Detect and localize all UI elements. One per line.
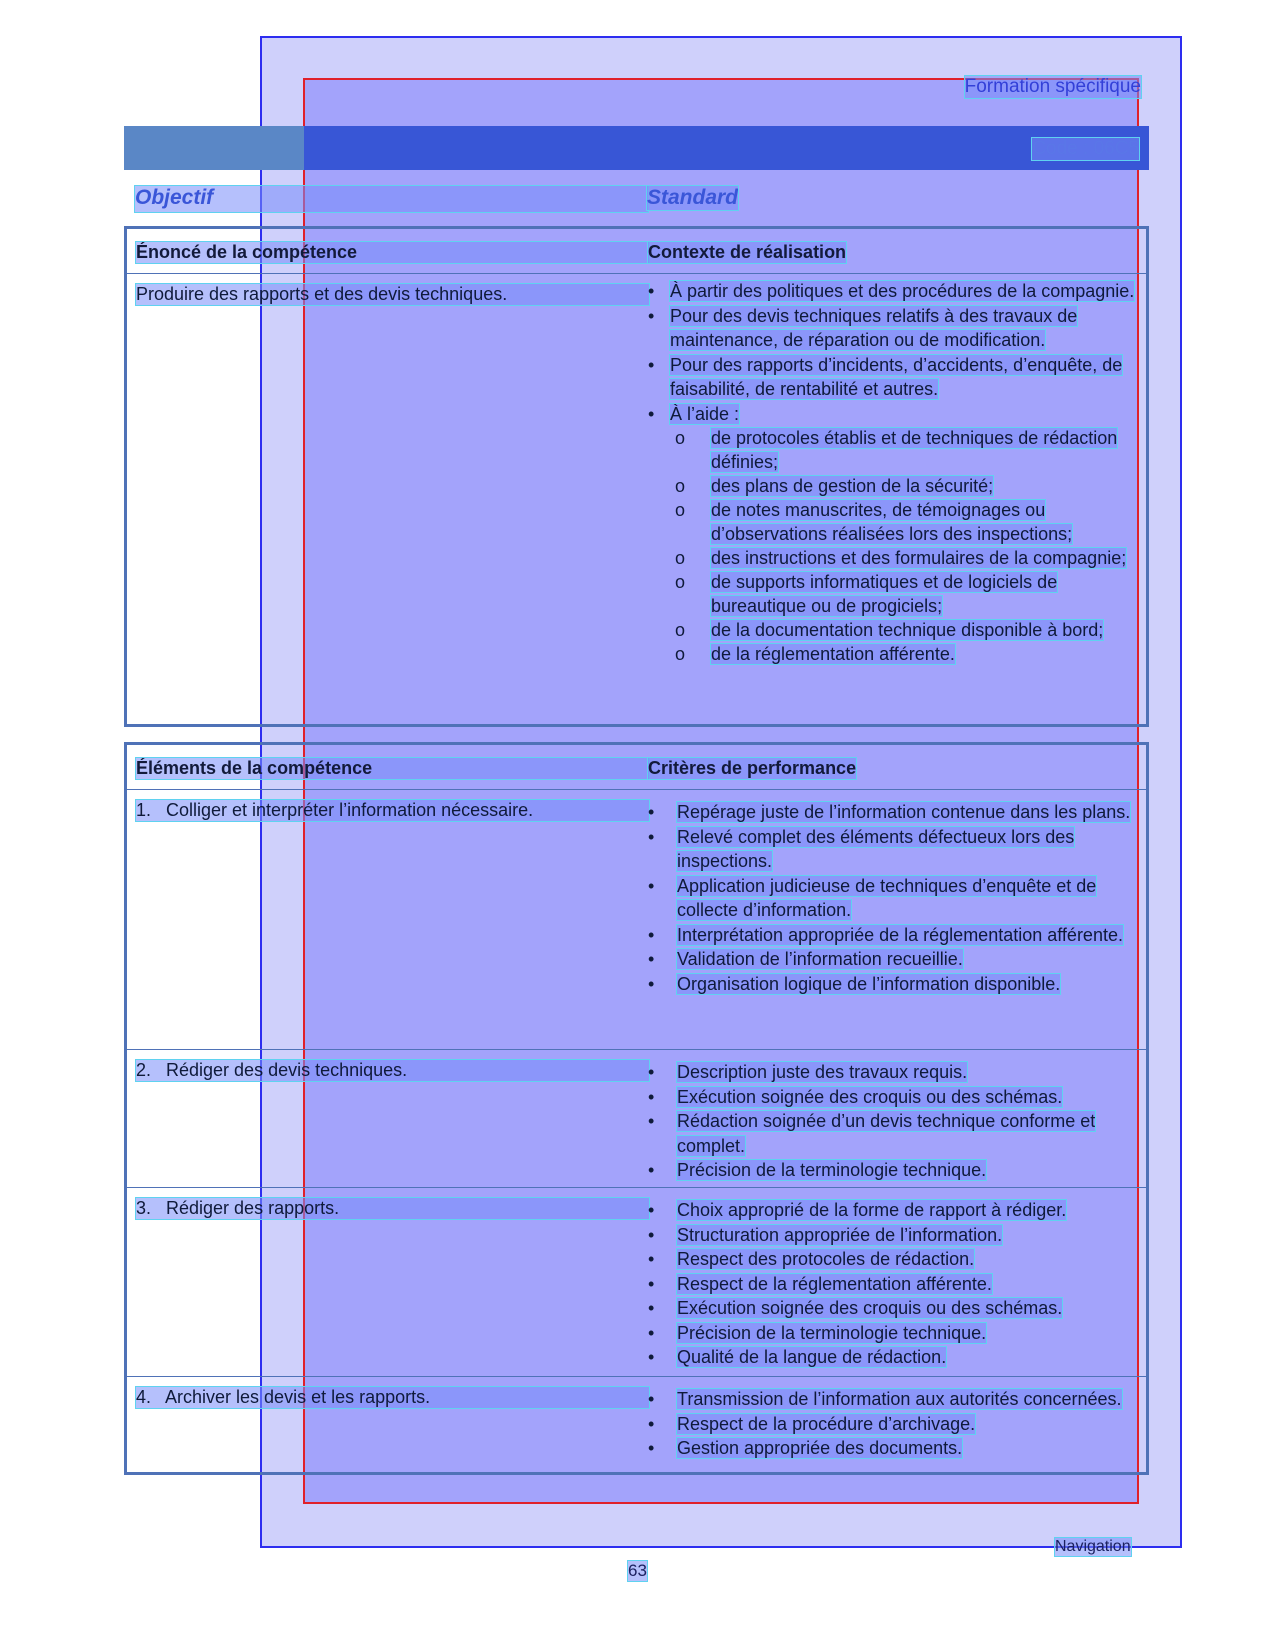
- objective-row: [135, 186, 1145, 212]
- standard-label: Standard: [647, 186, 739, 209]
- list-item-text: des instructions et des formulaires de la compagnie;: [711, 548, 1127, 568]
- list-item-text: de notes manuscrites, de témoignages ou d’observations réalisées lors des inspections;: [711, 500, 1073, 544]
- context-list: [648, 279, 1138, 666]
- bullet-icon: •: [648, 1298, 655, 1318]
- element-text: 1. Colliger et interpréter l’information nécessaire.: [136, 800, 649, 821]
- elements-table-header: [127, 745, 1146, 790]
- list-item-text: Précision de la terminologie technique.: [677, 1322, 987, 1343]
- criterion-item: [648, 972, 1138, 997]
- criterion-item: [648, 1345, 1138, 1370]
- element-text: 3. Rédiger des rapports.: [136, 1198, 649, 1219]
- bullet-icon: •: [648, 1200, 655, 1220]
- criterion-item: [648, 1109, 1138, 1158]
- bullet-icon: •: [648, 1322, 655, 1343]
- list-item-text: Validation de l’information recueillie.: [677, 949, 963, 969]
- criterion-item: [648, 874, 1138, 923]
- criterion-item: [648, 1223, 1138, 1248]
- bullet-icon: •: [648, 1347, 655, 1367]
- element-row: [127, 1188, 1146, 1377]
- competence-row: [127, 274, 1146, 724]
- criteria-list: [648, 1198, 1138, 1370]
- list-item-text: À partir des politiques et des procédures de la compagnie.: [670, 281, 1135, 301]
- list-item-text: Pour des devis techniques relatifs à des travaux de maintenance, de réparation ou de modification.: [670, 305, 1078, 350]
- element-text: 2. Rédiger des devis techniques.: [136, 1060, 649, 1081]
- header-banner: [124, 126, 1149, 170]
- list-item-text: Qualité de la langue de rédaction.: [677, 1347, 947, 1367]
- context-item: [648, 279, 1138, 304]
- bullet-icon: •: [648, 875, 655, 896]
- criterion-item: [648, 1060, 1138, 1085]
- list-item-text: Pour des rapports d’incidents, d’accidents, d’enquête, de faisabilité, de rentabilité et autres.: [670, 354, 1123, 399]
- context-item: [648, 402, 1138, 427]
- bullet-icon: •: [648, 1273, 655, 1294]
- criterion-item: [648, 825, 1138, 874]
- list-item-text: Transmission de l’information aux autorités concernées.: [677, 1389, 1122, 1409]
- element-text: 4. Archiver les devis et les rapports.: [136, 1387, 649, 1408]
- criterion-item: [648, 800, 1138, 825]
- aids-container: [648, 426, 1138, 666]
- criterion-item: [648, 1198, 1138, 1223]
- bullet-icon: o: [675, 548, 686, 568]
- list-item-text: Respect de la procédure d’archivage.: [677, 1413, 976, 1434]
- bullet-icon: •: [648, 1438, 655, 1458]
- criteria-list: [648, 1387, 1138, 1461]
- elements-table: [124, 742, 1149, 1475]
- criterion-item: [648, 1158, 1138, 1183]
- list-item-text: Application judicieuse de techniques d’enquête et de collecte d’information.: [677, 875, 1097, 920]
- bullet-icon: •: [648, 949, 655, 969]
- bullet-icon: •: [648, 354, 655, 375]
- aid-item: [648, 426, 1138, 474]
- list-item-text: Relevé complet des éléments défectueux lors des inspections.: [677, 826, 1075, 871]
- bullet-icon: •: [648, 403, 655, 424]
- bullet-icon: o: [675, 500, 686, 520]
- list-item-text: Choix approprié de la forme de rapport à rédiger.: [677, 1200, 1067, 1220]
- criterion-item: [648, 1412, 1138, 1437]
- aid-item: [648, 642, 1138, 666]
- criterion-item: [648, 923, 1138, 948]
- list-item-text: Respect de la réglementation afférente.: [677, 1273, 992, 1294]
- list-item-text: Exécution soignée des croquis ou des schémas.: [677, 1086, 1063, 1107]
- list-item-text: Respect des protocoles de rédaction.: [677, 1249, 975, 1269]
- criterion-item: [648, 1436, 1138, 1461]
- bullet-icon: •: [648, 802, 655, 822]
- list-item-text: Gestion appropriée des documents.: [677, 1438, 963, 1458]
- navigation-link[interactable]: Navigation: [1055, 1538, 1131, 1555]
- bullet-icon: •: [648, 1249, 655, 1269]
- bullet-icon: •: [648, 1389, 655, 1409]
- list-item-text: de protocoles établis et de techniques de rédaction définies;: [711, 428, 1118, 472]
- competence-table: [124, 226, 1149, 727]
- elements-rows: [127, 790, 1146, 1477]
- objective-label: Objectif: [135, 186, 648, 212]
- list-item-text: Exécution soignée des croquis ou des schémas.: [677, 1298, 1063, 1318]
- context-item: [648, 353, 1138, 402]
- criterion-item: [648, 1387, 1138, 1412]
- list-item-text: Structuration appropriée de l’information.: [677, 1224, 1003, 1245]
- criteria-heading: Critères de performance: [648, 758, 857, 778]
- criterion-item: [648, 1085, 1138, 1110]
- criterion-item: [648, 1247, 1138, 1272]
- bullet-icon: •: [648, 305, 655, 326]
- bullet-icon: •: [648, 826, 655, 847]
- bullet-icon: o: [675, 428, 686, 448]
- list-item-text: de la réglementation afférente.: [711, 644, 955, 664]
- criterion-item: [648, 947, 1138, 972]
- bullet-icon: •: [648, 924, 655, 945]
- competence-table-header: [127, 229, 1146, 274]
- list-item-text: Rédaction soignée d’un devis technique conforme et complet.: [677, 1111, 1096, 1156]
- formation-label: Formation spécifique: [964, 76, 1141, 97]
- criteria-list: [648, 1060, 1138, 1183]
- bullet-icon: •: [648, 973, 655, 994]
- context-item: [648, 304, 1138, 353]
- aid-item: [648, 546, 1138, 570]
- aid-item: [648, 618, 1138, 642]
- bullet-icon: o: [675, 644, 686, 664]
- list-item-text: Repérage juste de l’information contenue dans les plans.: [677, 802, 1131, 822]
- element-row: [127, 1377, 1146, 1477]
- criteria-list: [648, 800, 1138, 996]
- element-row: [127, 790, 1146, 1050]
- bullet-icon: o: [675, 620, 686, 640]
- bullet-icon: •: [648, 1111, 655, 1131]
- aids-list: [648, 426, 1138, 666]
- list-item-text: Description juste des travaux requis.: [677, 1062, 968, 1082]
- bullet-icon: •: [648, 1413, 655, 1434]
- list-item-text: Précision de la terminologie technique.: [677, 1160, 987, 1180]
- bullet-icon: •: [648, 1062, 655, 1082]
- bullet-icon: •: [648, 1224, 655, 1245]
- context-heading: Contexte de réalisation: [648, 242, 847, 262]
- list-item-text: des plans de gestion de la sécurité;: [711, 476, 994, 496]
- bullet-icon: •: [648, 1086, 655, 1107]
- elements-heading: Éléments de la compétence: [136, 758, 649, 779]
- statement-heading: Énoncé de la compétence: [136, 242, 649, 263]
- aid-item: [648, 570, 1138, 618]
- list-item-text: de supports informatiques et de logiciels de bureautique ou de progiciels;: [711, 572, 1058, 616]
- element-row: [127, 1050, 1146, 1188]
- bullet-icon: •: [648, 1160, 655, 1180]
- aid-item: [648, 498, 1138, 546]
- list-item-text: de la documentation technique disponible à bord;: [711, 620, 1104, 640]
- aid-item: [648, 474, 1138, 498]
- bullet-icon: o: [675, 572, 686, 592]
- criterion-item: [648, 1321, 1138, 1346]
- competence-statement: Produire des rapports et des devis techniques.: [136, 284, 649, 305]
- list-item-text: Organisation logique de l’information disponible.: [677, 973, 1061, 994]
- page-number: 63: [628, 1561, 647, 1580]
- criterion-item: [648, 1296, 1138, 1321]
- bullet-icon: •: [648, 281, 655, 301]
- criterion-item: [648, 1272, 1138, 1297]
- list-item-text: À l’aide :: [670, 403, 740, 424]
- list-item-text: Interprétation appropriée de la réglementation afférente.: [677, 924, 1123, 945]
- bullet-icon: o: [675, 476, 686, 496]
- course-code: Code : 06C5: [1032, 138, 1139, 159]
